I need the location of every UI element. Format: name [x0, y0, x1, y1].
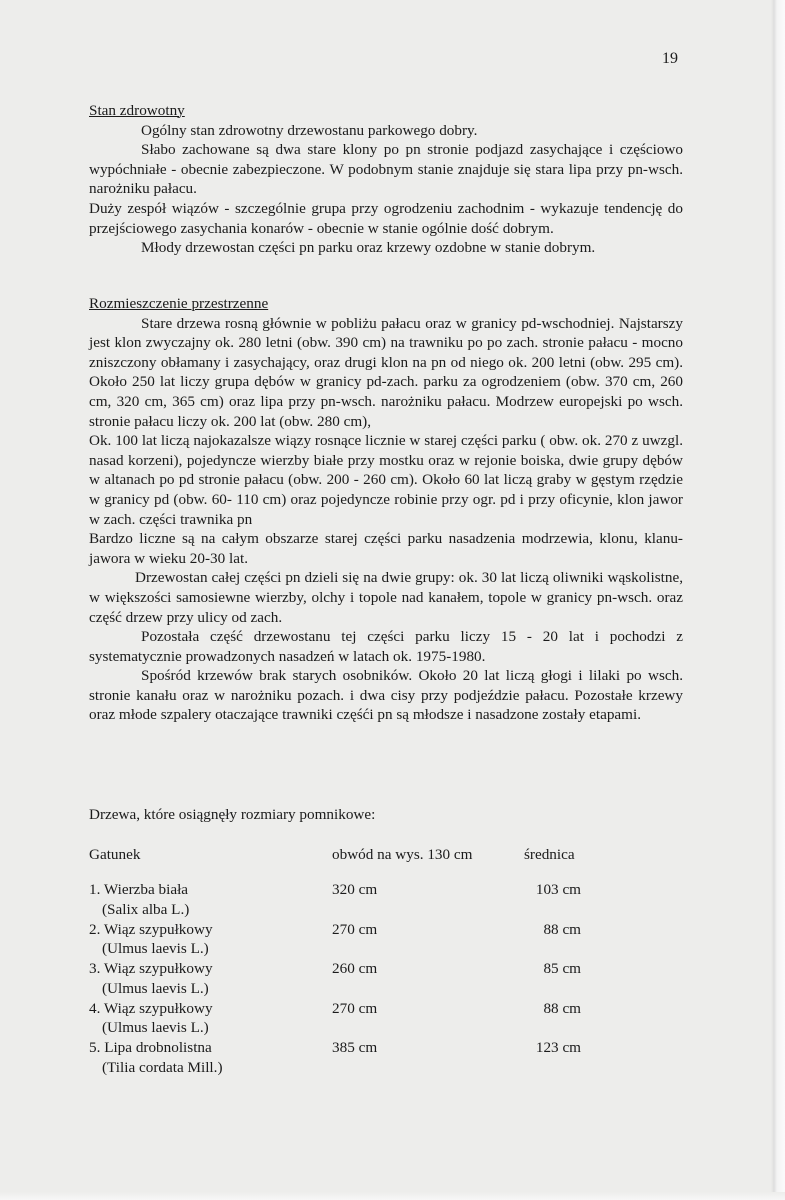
- health-section: [89, 101, 683, 258]
- table-row: [0, 880, 771, 919]
- table-title: Drzewa, które osiągnęły rozmiary pomnikowe:: [89, 806, 376, 823]
- table-row: [0, 920, 771, 959]
- species-latin: (Ulmus laevis L.): [102, 940, 209, 958]
- table-row: [0, 999, 771, 1038]
- spatial-section: [89, 294, 683, 725]
- diameter-value: 123 cm: [535, 1039, 581, 1056]
- health-paragraph-4: Młody drzewostan części pn parku oraz krzewy ozdobne w stanie dobrym.: [141, 239, 596, 257]
- species-latin: (Ulmus laevis L.): [102, 979, 209, 997]
- table-row: [0, 1038, 771, 1077]
- species-name: 1. Wierzba biała: [89, 881, 189, 898]
- species-name: 4. Wiąz szypułkowy: [89, 999, 213, 1017]
- header-diameter: średnica: [524, 846, 575, 863]
- circumference-value: 270 cm: [332, 920, 378, 938]
- spatial-paragraph-2: Ok. 100 lat liczą najokazalsze wiązy rosnące licznie w starej części parku ( obw. ok. 270 z uwzgl. nasad korzeni), pojedyncze wierzby białe przy mostku oraz w rejonie boiska, dwie grupy dębów w altanach po pd stronie pałacu (obw. 200 - 260 cm). Około 60 lat liczą graby w gęstym rzędzie w granicy pd (obw. 60- 110 cm) oraz pojedyncze robinie przy ogr. pd i przy oficynie, klon jawor w zach. części trawnika pn: [89, 432, 683, 528]
- page-number: 19: [662, 50, 678, 67]
- spatial-heading: Rozmieszczenie przestrzenne: [89, 295, 269, 312]
- health-heading: Stan zdrowotny: [89, 102, 185, 119]
- spatial-paragraph-4: Drzewostan całej części pn dzieli się na dwie grupy: ok. 30 lat liczą oliwniki wąskolistne, w większości samosiewne wierzby, olchy i topole nad kanałem, topole w granicy pn-wsch. oraz część drzew przy ulicy od zach.: [89, 569, 683, 626]
- circumference-value: 320 cm: [332, 881, 378, 898]
- health-paragraph-3: Duży zespół wiązów - szczególnie grupa przy ogrodzeniu zachodnim - wykazuje tendencję do przejściowego zasychania konarów - obecnie w stanie ogólnie dość dobrym.: [89, 199, 683, 237]
- header-species: Gatunek: [89, 846, 141, 863]
- species-name: 5. Lipa drobnolistna: [89, 1039, 212, 1056]
- species-name: 3. Wiąz szypułkowy: [89, 960, 213, 977]
- spatial-paragraph-3: Bardzo liczne są na całym obszarze starej części parku nasadzenia modrzewia, klonu, klanu-jawora w wieku 20-30 lat.: [89, 530, 683, 567]
- diameter-value: 103 cm: [535, 881, 581, 898]
- species-latin: (Ulmus laevis L.): [102, 1019, 209, 1037]
- circumference-value: 270 cm: [332, 999, 378, 1017]
- diameter-value: 85 cm: [543, 960, 581, 977]
- spatial-paragraph-1: Stare drzewa rosną głównie w pobliżu pałacu oraz w granicy pd-wschodniej. Najstarszy jest klon zwyczajny ok. 280 letni (obw. 390 cm) na trawniku po po zach. stronie pałacu - mocno zniszczony obłamany i zasychający, oraz drugi klon na pn od niego ok. 200 letni (obw. 295 cm). Około 250 lat liczy grupa dębów w granicy pd-zach. parku za ogrodzeniem (obw. 370 cm, 260 cm, 320 cm, 365 cm) oraz lipa przy pn-wsch. narożniku pałacu. Modrzew europejski po wsch. stronie pałacu liczy ok. 200 lat (obw. 280 cm),: [89, 314, 683, 430]
- species-latin: (Salix alba L.): [102, 900, 190, 918]
- health-paragraph-2: Słabo zachowane są dwa stare klony po pn stronie podjazd zasychające i częściowo wypóchniałe - obecnie zabezpieczone. W podobnym stanie znajduje się stara lipa przy pn-wsch. narożniku pałacu.: [89, 141, 683, 198]
- spatial-paragraph-6: Spośród krzewów brak starych osobników. Około 20 lat liczą głogi i lilaki po wsch. stronie kanału oraz w narożniku pozach. i dwa cisy przy podjeździe pałacu. Pozostałe krzewy oraz młode szpalery otaczające trawniki częśći pn są młodsze i nasadzone zostały etapami.: [89, 667, 683, 724]
- diameter-value: 88 cm: [543, 920, 581, 938]
- page-edge: [771, 0, 785, 1200]
- spatial-paragraph-5: Pozostała część drzewostanu tej części parku liczy 15 - 20 lat i pochodzi z systematycznie prowadzonych nasadzeń w latach ok. 1975-1980.: [89, 628, 683, 665]
- species-name: 2. Wiąz szypułkowy: [89, 920, 213, 938]
- circumference-value: 385 cm: [332, 1039, 378, 1056]
- circumference-value: 260 cm: [332, 960, 378, 977]
- page-bottom-edge: [0, 1192, 785, 1200]
- health-paragraph-1: Ogólny stan zdrowotny drzewostanu parkowego dobry.: [141, 121, 478, 139]
- header-circumference: obwód na wys. 130 cm: [332, 846, 473, 863]
- diameter-value: 88 cm: [543, 999, 581, 1017]
- species-latin: (Tilia cordata Mill.): [102, 1058, 223, 1076]
- table-row: [0, 959, 771, 998]
